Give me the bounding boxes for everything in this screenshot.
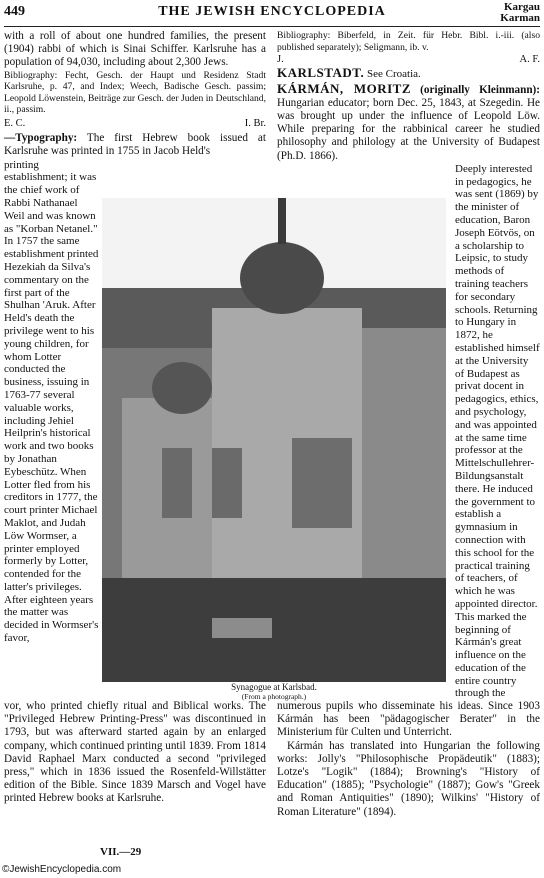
watermark-link[interactable]: ©JewishEncyclopedia.com bbox=[2, 864, 122, 875]
karman-translations: Kármán has translated into Hungarian the following works: Jolly's "Philosophische Propädeutik" (1883); Lotze's "Logik" (1884); Browning's "History of Education" (1885); "Psychologie" (1887); Gow's "Greek and Roman Antiquities" (1890); Wilkins' "History of Roman Literature" (1894). bbox=[277, 739, 540, 818]
typography-intro-text: The first Hebrew book issued at Karlsruhe was printed in 1755 in Jacob Held's bbox=[4, 132, 266, 158]
left-signature bbox=[4, 117, 266, 130]
karman-continuation: numerous pupils who disseminate his ideas. Since 1903 Kármán has been "pädagogischer Berater" in the Ministerium für Culten und Unterricht. bbox=[277, 700, 540, 739]
catchword-bottom: Karman bbox=[500, 12, 540, 24]
karman-narrow-text: Deeply interested in pedagogics, he was sent (1869) by the minister of education, Baron Joseph Eötvös, on a scholarship to Leipsic, to study methods of training teachers for secondary schools. Returning to Hungary in 1872, he established himself at the University of Budapest as privat docent in pedagogics, ethics, and psychology, and was appointed at the same time professor at the Mittelschullehrer-Bildungsanstalt there. He induced the government to establish a gymnasium in connection with this school for the practical training of teachers, of which he was appointed director. This marked the beginning of Kármán's great influence on the education of the entire country through the bbox=[455, 162, 540, 700]
left-bibliography: Bibliography: Fecht, Gesch. der Haupt und Residenz Stadt Karlsruhe, p. 47, and Index; Weech, Badische Gesch. passim; Leopold Löwenstein, Beiträge zur Gesch. der Juden in Deutschland, ii., passim. bbox=[4, 69, 266, 116]
catchwords bbox=[500, 2, 540, 24]
page-header bbox=[4, 2, 540, 26]
synagogue-photo bbox=[102, 198, 446, 682]
karman-intro: Hungarian educator; born Dec. 25, 1843, at Szegedin. He was brought up under the influence of Leopold Löw. While preparing for the rabbinical career he studied philosophy and philology at the University of Budapest (Ph.D. 1866). bbox=[277, 96, 540, 162]
figure-caption: Synagogue at Karlsbad. bbox=[231, 682, 317, 692]
left-signature-author: I. Br. bbox=[244, 117, 266, 129]
typography-narrow-text: printing establishment; it was the chief work of Rabbi Nathanael Weil and was known as "Korban Netanel." In 1757 the same establishment printed Hezekiah da Silva's commentary on the first part of the Shulhan 'Aruk. After Held's death the privilege went to his young children, for whom Lotter conducted the business, issuing in 1763-77 several valuable works, including Jehiel Heilprin's historical work and two books by Jonathan Eybeschütz. When Lotter fled from his creditors in 1777, the court printer Michael Maklot, and Judah Löw Wormser, a printer employed formerly by Lotter, contended for the latter's privileges. After eighteen years the matter was decided in Wormser's favor, bbox=[4, 158, 99, 645]
typography-heading: —Typography: bbox=[4, 132, 78, 145]
karman-title: KÁRMÁN, MORITZ bbox=[277, 80, 411, 96]
karlstadt-entry bbox=[277, 66, 540, 81]
karlstadt-title: KARLSTADT. bbox=[277, 65, 365, 81]
printing-continuation: vor, who printed chiefly ritual and Biblical works. The "Privileged Hebrew Printing-Press" was discontinued in 1793, but was afterward started again by an enlarged company, which continued printing until 1839. From 1814 David Raphael Marx conducted a second "privileged press," which in 1836 issued the Rosenfeld-Willstätter edition of the Bible. Since 1839 Marsch and Vogel have printed Hebrew books at Karlsruhe. bbox=[4, 700, 266, 805]
karlstadt-see: See Croatia. bbox=[367, 68, 421, 81]
karman-entry bbox=[277, 82, 540, 163]
karlsruhe-paragraph: with a roll of about one hundred families, the present (1904) rabbi of which is Sinai Schiffer. Karlsruhe has a population of 94,030, including about 2,300 Jews. bbox=[4, 30, 266, 69]
right-bibliography: Bibliography: Biberfeld, in Zeit. für Hebr. Bibl. i.-iii. (also published separately); Seligmann, ib. v. bbox=[277, 30, 540, 53]
left-signature-initials: E. C. bbox=[4, 117, 26, 129]
bottom-right-text bbox=[277, 700, 540, 819]
synagogue-figure bbox=[102, 198, 446, 700]
catchword-top: Kargau bbox=[503, 1, 540, 13]
header-rule bbox=[4, 26, 540, 27]
signature-mark: VII.—29 bbox=[100, 846, 142, 858]
right-signature-initials: J. bbox=[277, 54, 284, 66]
typography-intro bbox=[4, 132, 266, 158]
figure-subcaption: (From a photograph.) bbox=[241, 692, 307, 701]
bottom-left-text bbox=[4, 700, 266, 806]
right-signature-author: A. F. bbox=[519, 54, 540, 66]
page-number: 449 bbox=[4, 4, 25, 19]
running-title: THE JEWISH ENCYCLOPEDIA bbox=[158, 4, 386, 19]
karman-original-name: (originally Kleinmann): bbox=[411, 83, 540, 96]
